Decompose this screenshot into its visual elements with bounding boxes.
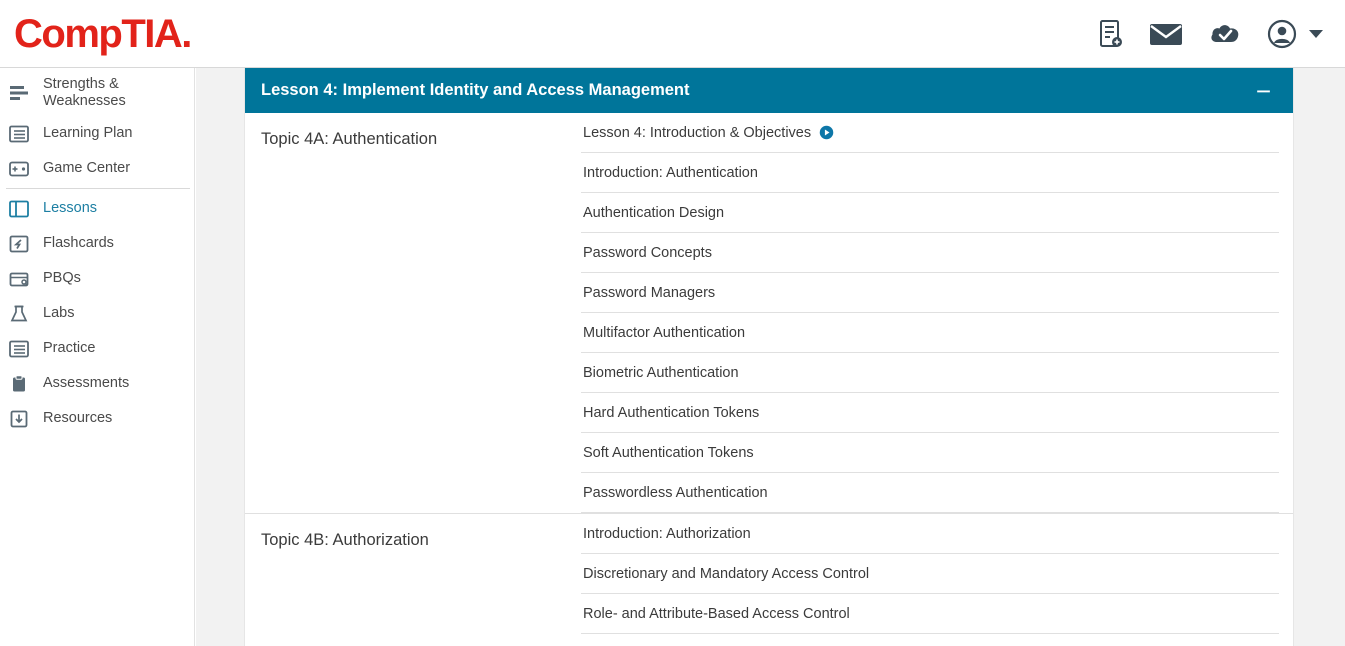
list-item[interactable] — [581, 313, 1279, 353]
sidebar-item-lessons[interactable] — [0, 191, 194, 226]
list-item-label: Hard Authentication Tokens — [583, 404, 760, 421]
list-item[interactable] — [581, 153, 1279, 193]
sidebar-item-label: Assessments — [43, 375, 130, 391]
pbq-icon — [6, 268, 32, 290]
list-item[interactable] — [581, 634, 1279, 646]
list-item-label: Discretionary and Mandatory Access Control — [583, 565, 870, 582]
list-item[interactable] — [581, 233, 1279, 273]
topic-item-list — [581, 113, 1293, 513]
lesson-title: Lesson 4: Implement Identity and Access Management — [261, 81, 690, 99]
comptia-logo[interactable] — [14, 11, 191, 56]
list-item[interactable] — [581, 393, 1279, 433]
app-header — [0, 0, 1345, 68]
topic-block — [245, 113, 1293, 514]
play-icon[interactable] — [819, 125, 834, 140]
sidebar-item-labs[interactable] — [0, 296, 194, 331]
list-icon — [6, 123, 32, 145]
list-item[interactable] — [581, 554, 1279, 594]
list-item[interactable] — [581, 353, 1279, 393]
sidebar-item-game-center[interactable] — [0, 151, 194, 186]
account-icon[interactable] — [1267, 19, 1297, 49]
logo-text: CompTIA — [14, 11, 182, 56]
lesson-panel — [244, 68, 1294, 646]
topic-item-list — [581, 514, 1293, 646]
topic-block — [245, 514, 1293, 646]
collapse-icon[interactable]: − — [1255, 75, 1271, 106]
clipboard-icon — [6, 373, 32, 395]
sidebar-item-label: Flashcards — [43, 235, 114, 251]
sidebar-item-label: Learning Plan — [43, 125, 133, 141]
sidebar-item-resources[interactable] — [0, 401, 194, 436]
sidebar-item-label: Resources — [43, 410, 113, 426]
sidebar-item-label: Strengths & Weaknesses — [43, 76, 126, 109]
sidebar-item-assessments[interactable] — [0, 366, 194, 401]
list-item[interactable] — [581, 514, 1279, 554]
list-item-label: Password Concepts — [583, 244, 712, 261]
topic-title: Topic 4B: Authorization — [261, 531, 429, 549]
practice-icon — [6, 338, 32, 360]
sidebar-item-label: Game Center — [43, 160, 131, 176]
list-item[interactable] — [581, 113, 1279, 153]
list-item-label: Introduction: Authentication — [583, 164, 758, 181]
list-item[interactable] — [581, 594, 1279, 634]
sidebar-divider — [6, 188, 190, 189]
game-icon — [6, 158, 32, 180]
list-item-label: Introduction: Authorization — [583, 525, 751, 542]
sidebar — [0, 68, 195, 646]
list-item-label: Password Managers — [583, 284, 716, 301]
main-content — [196, 68, 1345, 646]
flashcard-icon — [6, 233, 32, 255]
sidebar-item-label: PBQs — [43, 270, 81, 286]
sidebar-item-pbqs[interactable] — [0, 261, 194, 296]
sidebar-item-strengths-weaknesses[interactable] — [0, 70, 194, 116]
logo-dot: . — [181, 11, 191, 56]
list-item-label: Multifactor Authentication — [583, 324, 746, 341]
list-item[interactable] — [581, 193, 1279, 233]
list-item-label: Soft Authentication Tokens — [583, 444, 754, 461]
list-item-label: Authentication Design — [583, 204, 725, 221]
check-cloud-icon[interactable] — [1209, 21, 1241, 47]
list-item-label: Biometric Authentication — [583, 364, 739, 381]
list-item-label: Passwordless Authentication — [583, 484, 768, 501]
book-icon — [6, 198, 32, 220]
list-item[interactable] — [581, 273, 1279, 313]
topic-row — [245, 113, 1293, 513]
list-item[interactable] — [581, 473, 1279, 513]
topic-title: Topic 4A: Authentication — [261, 130, 438, 148]
sidebar-item-label: Practice — [43, 340, 96, 356]
download-icon — [6, 408, 32, 430]
list-item-label: Lesson 4: Introduction & Objectives — [583, 124, 812, 141]
sidebar-item-label: Lessons — [43, 200, 98, 216]
topic-row — [245, 514, 1293, 646]
sidebar-item-label: Labs — [43, 305, 75, 321]
sidebar-item-flashcards[interactable] — [0, 226, 194, 261]
bar-chart-icon — [6, 82, 32, 104]
sidebar-item-practice[interactable] — [0, 331, 194, 366]
list-item-label: Role- and Attribute-Based Access Control — [583, 605, 850, 622]
notes-icon[interactable] — [1097, 19, 1123, 49]
sidebar-item-learning-plan[interactable] — [0, 116, 194, 151]
list-item[interactable] — [581, 433, 1279, 473]
mail-icon[interactable] — [1149, 21, 1183, 47]
flask-icon — [6, 303, 32, 325]
chevron-down-icon[interactable] — [1309, 30, 1323, 38]
header-icon-group — [1097, 19, 1345, 49]
lesson-header[interactable] — [245, 68, 1293, 113]
